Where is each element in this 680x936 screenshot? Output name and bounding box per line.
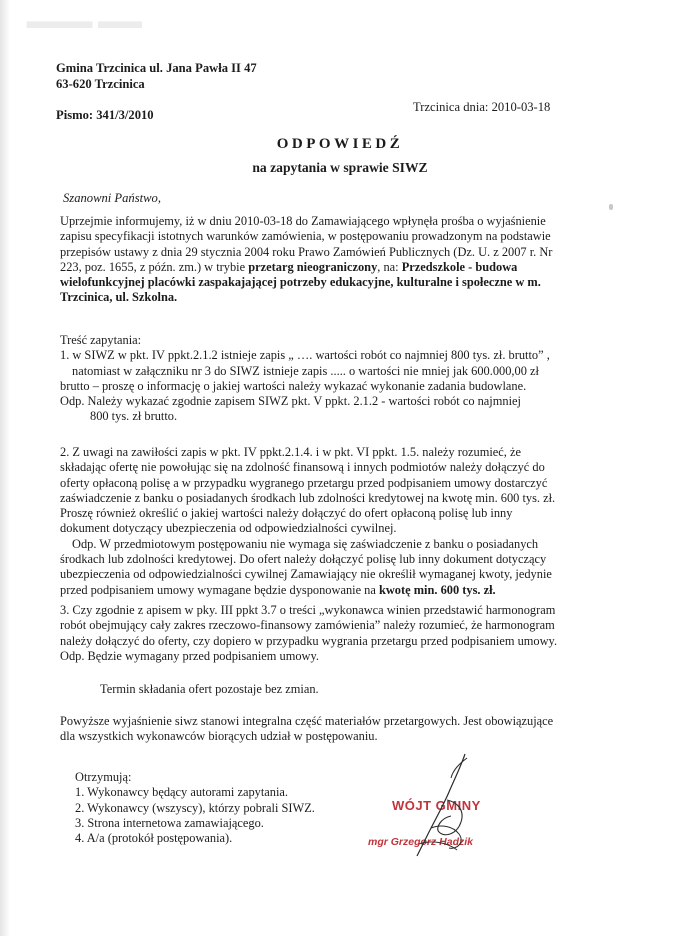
answer-line: Odp. Będzie wymagany przed podpisaniem umowy. <box>60 648 319 663</box>
recipients-list <box>75 770 315 846</box>
bleed-through-mark: ▬▬ ▬▬▬ <box>26 8 142 32</box>
question-line: zaświadczenie z banku o posiadanych środkach lub zdolności kredytowej na kwotę min. 600 tys. zł. <box>60 490 556 505</box>
intro-line: przepisów ustawy z dnia 29 stycznia 2004 roku Prawo Zamówień Publicznych (Dz. U. z 2007 r. Nr <box>60 244 553 259</box>
official-stamp-name: mgr Grzegorz Hadzik <box>368 836 474 848</box>
closing-paragraph <box>60 714 605 745</box>
question-line: dokument dotyczący ubezpieczenia od odpowiedzialności cywilnej. <box>60 521 397 536</box>
question-line: składając ofertę nie powołując się na zdolność finansową i innych podmiotów należy dołączyć do <box>60 460 545 475</box>
answer-text: przed podpisaniem umowy wymagane będzie dysponowanie na <box>60 582 379 597</box>
recipients-heading: Otrzymują: <box>75 770 132 784</box>
answer-line: Odp. W przedmiotowym postępowaniu nie wymaga się zaświadczenie z banku o posiadanych <box>72 536 539 551</box>
answer-line: Odp. Należy wykazać zgodnie zapisem SIWZ pkt. V ppkt. 2.1.2 - wartości robót co najmniej <box>60 394 521 409</box>
recipient-item: 2. Wykonawcy (wszyscy), którzy pobrali SIWZ. <box>75 800 315 815</box>
recipient-item: 4. A/a (protokół postępowania). <box>75 831 233 846</box>
question-line: należy dołączyć do oferty, czy dopiero w przypadku wygrania przetargu przed podpisaniem umowy. <box>60 633 558 648</box>
handwritten-signature <box>395 748 495 863</box>
question-line: oferty opłaconą polisę a w przypadku wygranego przetargu przed podpisaniem umowy dostarczyć <box>60 475 548 490</box>
reference-number: Pismo: 341/3/2010 <box>56 108 154 122</box>
question-line: natomiast w załączniku nr 3 do SIWZ istnieje zapis ..... o wartości nie mniej jak 600.000,00 zł <box>72 363 539 378</box>
answer-line: środkach lub zdolności kredytowej. Do ofert należy dołączyć polisę lub inny dokument dotyczący <box>60 552 547 567</box>
closing-line: dla wszystkich wykonawców biorących udział w postępowaniu. <box>60 729 378 744</box>
project-name-line: Trzcinica, ul. Szkolna. <box>60 290 178 305</box>
question-line: 2. Z uwagi na zawiłości zapis w pkt. IV ppkt.2.1.4. i w pkt. VI ppkt. 1.5. należy rozumieć, że <box>60 445 521 459</box>
procedure-type: przetarg nieograniczony <box>248 259 378 274</box>
required-amount: kwotę min. 600 tys. zł. <box>378 582 496 597</box>
question-line: 1. w SIWZ w pkt. IV ppkt.2.1.2 istnieje zapis „ …. wartości robót co najmniej 800 tys. zł. brutto” , <box>60 348 550 363</box>
intro-paragraph <box>60 214 605 306</box>
sender-line-1: Gmina Trzcinica ul. Jana Pawła II 47 <box>56 61 257 75</box>
city-date: Trzcinica dnia: 2010-03-18 <box>413 100 551 114</box>
document-subtitle: na zapytania w sprawie SIWZ <box>252 160 428 175</box>
question-line: 3. Czy zgodnie z apisem w pky. III ppkt 3.7 o treści „wykonawca winien przedstawić harmonogram <box>60 603 556 617</box>
answer-line: 800 tys. zł brutto. <box>90 409 178 424</box>
intro-line <box>60 260 605 275</box>
sender-line-2: 63-620 Trzcinica <box>56 77 145 91</box>
answer-line <box>60 583 605 598</box>
document-title: ODPOWIEDŹ <box>276 136 404 152</box>
salutation: Szanowni Państwo, <box>63 191 161 205</box>
project-name: Przedszkole - budowa <box>401 259 518 274</box>
question-2 <box>60 445 605 598</box>
intro-text: 223, poz. 1655, z późn. zm.) w trybie <box>60 259 249 274</box>
question-1 <box>60 333 605 425</box>
answer-line: ubezpieczenia od odpowiedzialności cywilnej Zamawiający nie określił wymaganej kwoty, jedynie <box>60 567 552 582</box>
intro-line: Uprzejmie informujemy, iż w dniu 2010-03-18 do Zamawiającego wpłynęła prośba o wyjaśnienie <box>60 214 546 228</box>
question-line: robót obejmujący cały zakres rzeczowo-finansowy zamówienia” należy rozumieć, że harmonogram <box>60 618 555 633</box>
question-line: Proszę również określić o jakiej wartości należy dołączyć do ofert opłaconą polisę lub inny <box>60 506 513 521</box>
deadline-note: Termin składania ofert pozostaje bez zmian. <box>100 682 319 696</box>
closing-line: Powyższe wyjaśnienie siwz stanowi integralna część materiałów przetargowych. Jest obowiązujące <box>60 714 554 728</box>
questions-heading: Treść zapytania: <box>60 333 142 347</box>
intro-line: zapisu specyfikacji istotnych warunków zamówienia, w postępowaniu prowadzonym na podstawie <box>60 229 551 244</box>
official-stamp-title: WÓJT GMINY <box>392 798 481 813</box>
scan-speck <box>609 204 613 210</box>
question-3 <box>60 603 605 664</box>
project-name-line: wielofunkcyjnej placówki zaspakajającej potrzeby edukacyjne, kulturalne i społeczne w m. <box>60 275 541 290</box>
sender-address <box>56 60 257 92</box>
recipient-item: 1. Wykonawcy będący autorami zapytania. <box>75 785 289 800</box>
question-line: brutto – proszę o informację o jakiej wartości należy wykazać wykonanie zadania budowlane. <box>60 378 527 393</box>
recipient-item: 3. Strona internetowa zamawiającego. <box>75 815 264 830</box>
intro-text: , na: <box>377 259 402 274</box>
